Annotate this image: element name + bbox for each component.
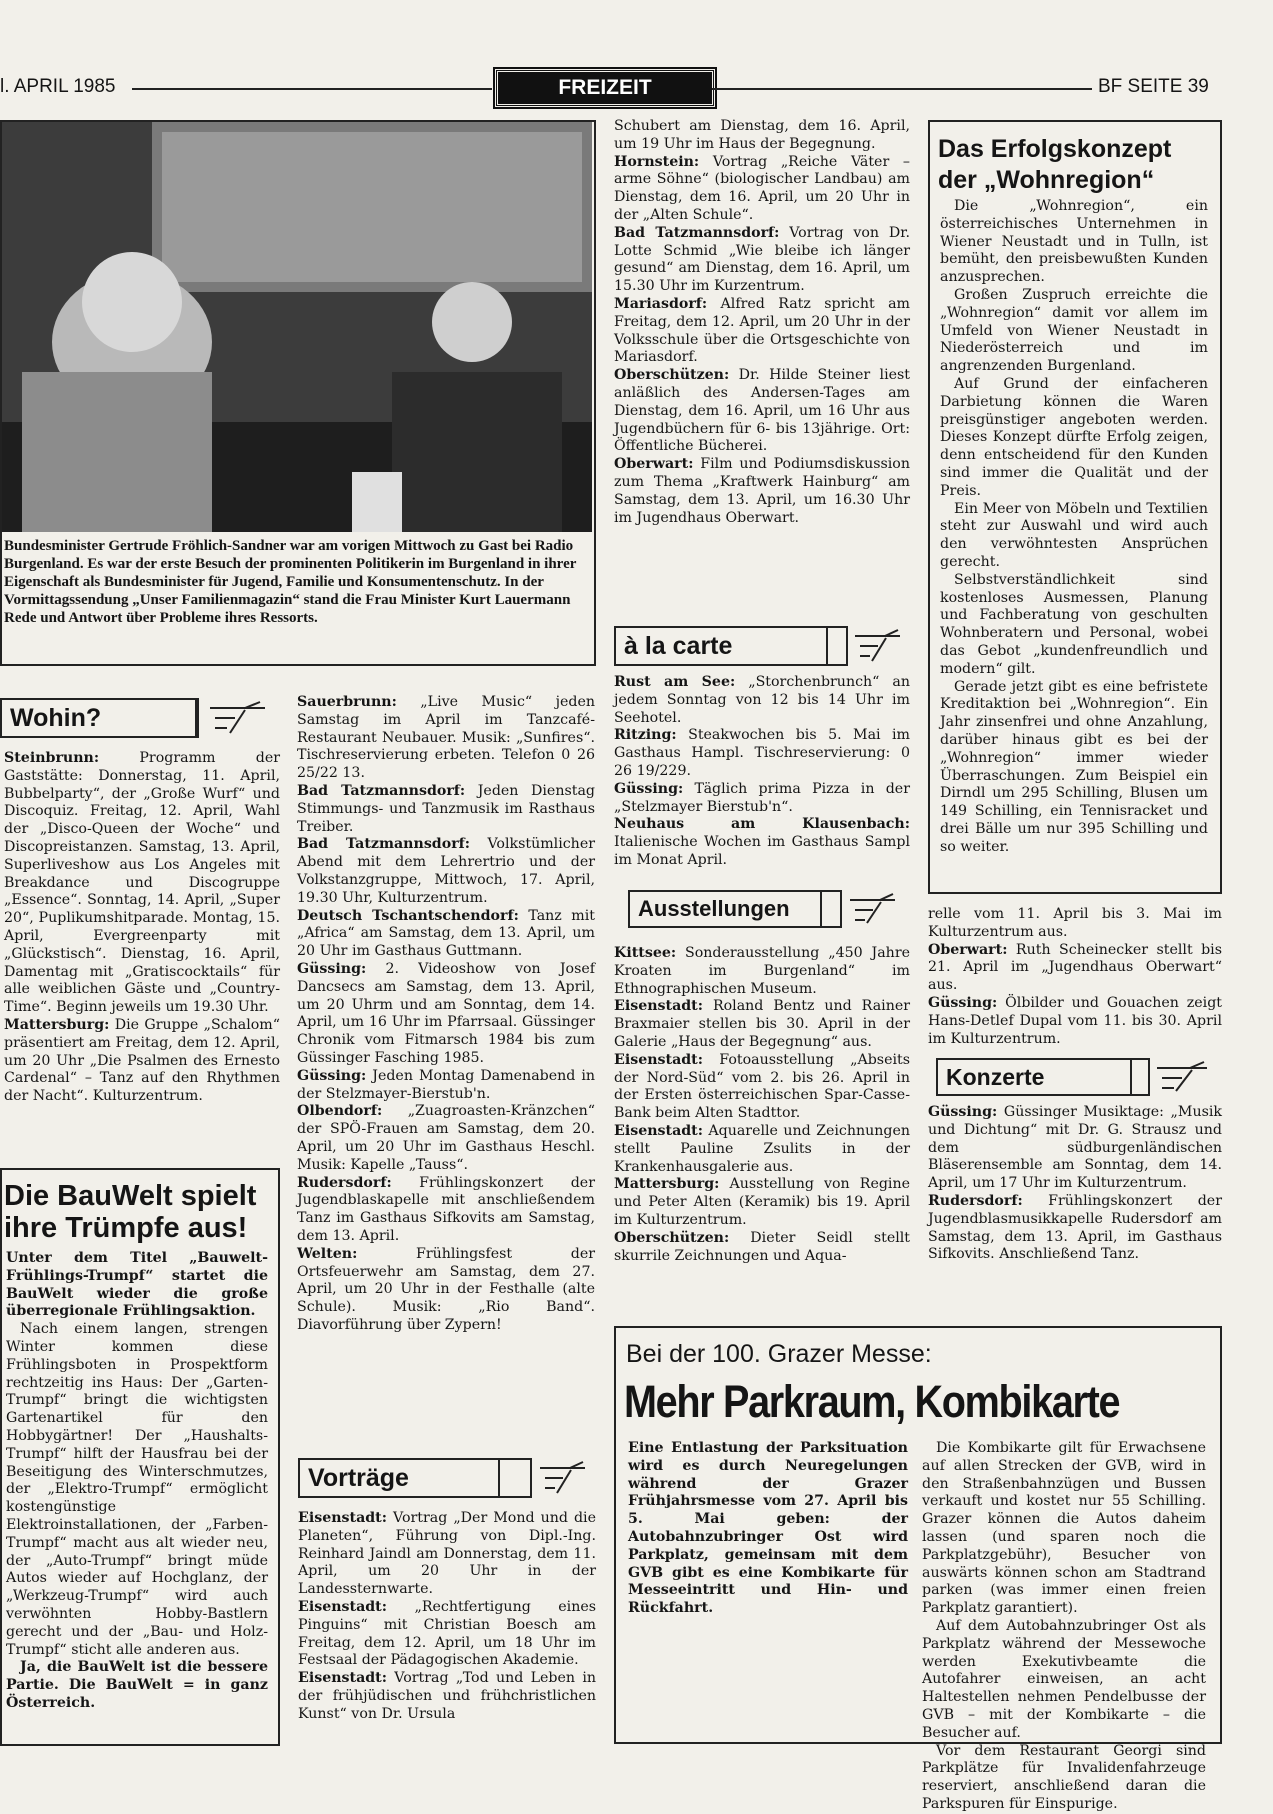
bauwelt-lead: Unter dem Titel „Bauwelt-Frühlings-Trumpf“ startet die BauWelt wieder die große überregionale Frühlingsaktion.: [6, 1250, 268, 1320]
event-item: Eisenstadt: „Rechtfertigung eines Pinguins“ mit Christian Boesch am Freitag, dem 12. April, um 18 Uhr im Festsaal der Pädagogischen Akademie.: [298, 1598, 597, 1669]
event-item: Bad Tatzmannsdorf: Vortrag von Dr. Lotte Schmid „Wie bleibe ich länger gesund“ am Dienstag, dem 16. April, um 15.30 Uhr im Kurzentrum.: [614, 224, 910, 295]
photo-illustration: [2, 122, 592, 532]
event-item: Eisenstadt: Fotoausstellung „Abseits der Nord-Süd“ vom 2. bis 26. April in der Ersten österreichischen Spar-Casse-Bank beim Alten Stadttor.: [614, 1051, 910, 1122]
event-item: Neuhaus am Klausenbach: Italienische Wochen im Gasthaus Sampl im Monat April.: [614, 816, 910, 868]
event-item: Mattersburg: Ausstellung von Regine und Peter Alten (Keramik) bis 19. April im Kulturzentrum.: [614, 1176, 910, 1228]
event-item: Bad Tatzmannsdorf: Jeden Dienstag Stimmungs- und Tanzmusik im Rasthaus Treiber.: [297, 782, 595, 835]
wohnregion-para: Großen Zuspruch erreichte die „Wohnregion“ damit vor allem im Umfeld von Wiener Neustadt in Niederösterreich und im angrenzenden Burgenland.: [940, 286, 1208, 375]
page-date: l. APRIL 1985: [0, 76, 116, 97]
event-item: Güssing: Ölbilder und Gouachen zeigt Hans-Detlef Dupal vom 11. bis 30. April im Kulturzentrum.: [928, 994, 1222, 1047]
event-item: Mattersburg: Die Gruppe „Schalom“ präsentiert am Freitag, dem 12. April, um 20 Uhr „Die Psalmen des Ernesto Cardenal“ – Tanz auf den Rhythmen der Nacht“. Kulturzentrum.: [4, 1016, 280, 1105]
event-item: Eisenstadt: Aquarelle und Zeichnungen stellt Pauline Zsulits in der Krankenhausgalerie aus.: [614, 1122, 910, 1175]
event-item: Welten: Frühlingsfest der Ortsfeuerwehr am Samstag, dem 27. April, um 20 Uhr in der Festhalle (alte Schule). Musik: „Rio Band“. Diavorführung über Zypern!: [297, 1245, 595, 1333]
event-item: Bad Tatzmannsdorf: Volkstümlicher Abend mit dem Lehrertrio und der Volkstanzgruppe, Mittwoch, 17. April, 19.30 Uhr, Kulturzentrum.: [297, 836, 595, 906]
event-item: Oberwart: Film und Podiumsdiskussion zum Thema „Kraftwerk Hainburg“ am Samstag, dem 13. April, um 16.30 Uhr im Jugendhaus Oberwart.: [614, 456, 910, 526]
wohin-col2: [297, 694, 595, 1335]
alacarte-col: [614, 674, 910, 870]
event-item: Rudersdorf: Frühlingskonzert der Jugendblasmusikkapelle Rudersdorf am Samstag, dem 13. April, im Gasthaus Sifkovits. Anschließend Tanz.: [928, 1192, 1222, 1263]
pointing-hand-icon: [205, 698, 280, 736]
bauwelt-para: Ja, die BauWelt ist die bessere Partie. Die BauWelt = in ganz Österreich.: [6, 1659, 268, 1711]
wohnregion-para: Gerade jetzt gibt es eine befristete Kreditaktion bei „Wohnregion“. Ein Jahr zinsenfrei und ohne Anzahlung, darüber hinaus gibt es bei der „Wohnregion“ immer wieder Überraschungen. Zum Beispiel ein Dirndl um 295 Schilling, Blusen um 149 Schilling, ein Tennisracket und drei Bälle um nur 395 Schilling und so weiter.: [940, 678, 1208, 855]
pointing-hand-icon: [850, 626, 910, 664]
event-item: Eisenstadt: Vortrag „Der Mond und die Planeten“, Führung von Dipl.-Ing. Reinhard Jaindl am Donnerstag, dem 11. April, um 20 Uhr in der Landessternwarte.: [298, 1510, 596, 1598]
event-item: Hornstein: Vortrag „Reiche Väter – arme Söhne“ (biologischer Landbau) am Dienstag, dem 16. April, um 20 Uhr in der „Alten Schule“.: [614, 153, 911, 223]
event-item: Steinbrunn: Programm der Gaststätte: Donnerstag, 11. April, Bubbelparty“, der „Große Wurf“ und Discoquiz. Freitag, 12. April, Wahl der „Disco-Queen der Woche“ und Discopreistanzen. Samstag, 13. April, Superliveshow aus Los Angeles mit Breakdance und Discogruppe „Essence“. Sonntag, 14. April, „Super 20“, Puplikumshitparade. Montag, 15. April, Evergreenparty mit „Glückstisch“. Dienstag, 16. April, Damentag mit „Gratiscocktails“ für alle weiblichen Gäste und „Country-Time“. Beginn jeweils um 19.30 Uhr.: [4, 750, 280, 1016]
event-item: Schubert am Dienstag, dem 16. April, um 19 Uhr im Haus der Begegnung.: [614, 118, 910, 152]
event-item: Rudersdorf: Frühlingskonzert der Jugendblaskapelle mit anschließendem Tanz im Gasthaus Sifkovits am Samstag, dem 13. April.: [297, 1174, 595, 1244]
pointing-hand-icon: [1152, 1058, 1218, 1094]
messe-title: Mehr Parkraum, Kombikarte: [624, 1376, 1120, 1427]
event-item: Oberschützen: Dr. Hilde Steiner liest anläßlich des Andersen-Tages am Dienstag, dem 16. April, um 16 Uhr aus Jugendbüchern für 6- bis 13jährige. Ort: Öffentliche Bücherei.: [614, 367, 910, 455]
ausstellungen-cont: [928, 906, 1222, 1048]
pointing-hand-icon: [845, 890, 905, 926]
alacarte-title: à la carte: [624, 632, 733, 660]
bauwelt-title: Die BauWelt spielt ihre Trümpfe aus!: [4, 1180, 257, 1244]
messe-col2: [922, 1440, 1206, 1814]
event-item: relle vom 11. April bis 3. Mai im Kulturzentrum aus.: [928, 906, 1222, 940]
vortraege-title: Vorträge: [308, 1464, 409, 1492]
event-item: Rust am See: „Storchenbrunch“ an jedem Sonntag von 12 bis 14 Uhr im Seehotel.: [614, 674, 911, 726]
event-item: Eisenstadt: Roland Bentz und Rainer Braxmaier stellen bis 30. April in der Galerie „Haus der Begegnung“ aus.: [614, 998, 911, 1050]
alacarte-header: [614, 626, 848, 666]
event-item: Eisenstadt: Vortrag „Tod und Leben in der frühjüdischen und frühchristlichen Kunst“ von Dr. Ursula: [298, 1670, 597, 1722]
wohnregion-para: Selbstverständlichkeit sind kostenloses Ausmessen, Planung und Fachberatung von geschulten Wohnberatern und Personal, wobei das Gebot „kundenfreundlich und modern“ gilt.: [940, 571, 1208, 677]
ausstellungen-title: Ausstellungen: [638, 896, 790, 921]
messe-lead: Eine Entlastung der Parksituation wird es durch Neuregelungen während der Grazer Frühjahrsmesse vom 27. April bis 5. Mai geben: der Autobahnzubringer Ost wird Parkplatz, gemeinsam mit dem GVB gibt es eine Kombikarte für Messeeintritt und Hin- und Rückfahrt.: [628, 1440, 908, 1617]
messe-col1: [628, 1440, 908, 1618]
event-item: Oberschützen: Dieter Seidl stellt skurrile Zeichnungen und Aqua-: [614, 1229, 910, 1264]
wohin-col1: [4, 750, 280, 1106]
konzerte-title: Konzerte: [946, 1064, 1045, 1090]
wohnregion-text: [940, 198, 1208, 856]
wohnregion-para: Ein Meer von Möbeln und Textilien steht zur Auswahl und wird auch den verwöhntesten Ansprüchen gerecht.: [940, 500, 1208, 570]
wohnregion-para: Die „Wohnregion“, ein österreichisches Unternehmen in Wiener Neustadt und in Tulln, ist bemüht, den preisbewußten Kunden anzusprechen.: [940, 198, 1208, 286]
event-item: Olbendorf: „Zuagroasten-Kränzchen“ der SPÖ-Frauen am Samstag, dem 20. April, um 20 Uhr im Gasthaus Heschl. Musik: Kapelle „Tauss“.: [297, 1103, 595, 1173]
photo-radio-studio: [2, 122, 592, 532]
wohnregion-para: Auf Grund der einfacheren Darbietung können die Waren preisgünstiger angeboten werden. Dieses Konzept dürfte Erfolg zeigen, denn entscheidend für den Kunden sind immer die Qualität und der Preis.: [940, 375, 1208, 499]
event-item: Sauerbrunn: „Live Music“ jeden Samstag im April im Tanzcafé-Restaurant Neubauer. Musik: „Sunfires“. Tischreservierung erbeten. Telefon 0 26 25/22 13.: [297, 694, 595, 782]
ausstellungen-col: [614, 945, 910, 1265]
bauwelt-para: Nach einem langen, strengen Winter kommen diese Frühlingsboten in Prospektform rechtzeitig ins Haus: Der „Garten-Trumpf“ bringt die wichtigsten Gartenartikel für den Hobbygärtner! Der „Haushalts-Trumpf“ hilft der Hausfrau bei der Beseitigung des Winterschmutzes, der „Elektro-Trumpf“ ermöglicht kostengünstige Elektroinstallationen, der „Farben-Trumpf“ macht aus alt wieder neu, der „Auto-Trumpf“ bringt müde Autos wieder auf Hochglanz, der „Werkzeug-Trumpf“ wird auch verwöhnten Hobby-Bastlern gerecht und der „Bau- und Holz-Trumpf“ sticht alle anderen aus.: [6, 1321, 268, 1658]
messe-para: Vor dem Restaurant Georgi sind Parkplätze für Invalidenfahrzeuge reserviert, anschließend daran die Parkspuren für Einspurige.: [922, 1742, 1206, 1812]
section-label: FREIZEIT: [558, 76, 652, 99]
event-item: Oberwart: Ruth Scheinecker stellt bis 21. April im „Jugendhaus Oberwart“ aus.: [928, 941, 1223, 994]
pointing-hand-icon: [535, 1458, 595, 1496]
event-item: Güssing: Güssinger Musiktage: „Musik und Dichtung“ mit Dr. G. Strausz und dem südburgenländischen Bläserensemble am Sonntag, dem 14. April, um 17 Uhr im Kulturzentrum.: [928, 1104, 1222, 1192]
wohin-title: Wohin?: [10, 704, 102, 732]
header-rule-right: [712, 88, 1092, 90]
event-item: Mariasdorf: Alfred Ratz spricht am Freitag, dem 12. April, um 20 Uhr in der Volksschule über die Ortsgeschichte von Mariasdorf.: [614, 295, 910, 366]
page-number: BF SEITE 39: [1098, 76, 1209, 97]
photo-caption: Bundesminister Gertrude Fröhlich-Sandner war am vorigen Mittwoch zu Gast bei Radio Burgenland. Es war der erste Besuch der prominenten Politikerin im Burgenland in ihrer Eigenschaft als Bundesminister für Jugend, Familie und Konsumentenschutz. In der Vormittagssendung „Unser Familienmagazin“ stand die Frau Minister Kurt Lauermann Rede und Antwort über Probleme ihres Ressorts.: [4, 538, 577, 626]
vortraege-col: [298, 1510, 596, 1724]
event-item: Güssing: 2. Videoshow von Josef Dancsecs am Samstag, dem 13. April, um 20 Uhrm und am Sonntag, dem 14. April, um 16 Uhr im Pfarrsaal. Güssinger Chronik vom Fitmarsch 1984 bis zum Güssinger Fasching 1985.: [297, 960, 595, 1066]
vortraege-header: [298, 1458, 532, 1498]
messe-kicker: Bei der 100. Grazer Messe:: [626, 1340, 932, 1368]
event-item: Deutsch Tschantschendorf: Tanz mit „Africa“ am Samstag, dem 13. April, um 20 Uhr im Gasthaus Guttmann.: [297, 907, 595, 960]
event-item: Ritzing: Steakwochen bis 5. Mai im Gasthaus Hampl. Tischreservierung: 0 26 19/229.: [614, 727, 910, 779]
konzerte-col: [928, 1104, 1222, 1264]
konzerte-header: [936, 1058, 1150, 1096]
messe-para: Auf dem Autobahnzubringer Ost als Parkplatz während der Messewoche werden Exekutivbeamte die Autofahrer einweisen, an acht Haltestellen nehmen Pendelbusse der GVB – mit der Kombikarte – die Besucher auf.: [922, 1617, 1206, 1741]
event-item: Güssing: Täglich prima Pizza in der „Stelzmayer Bierstub'n“.: [614, 780, 910, 815]
wohnregion-title: Das Erfolgskonzept der „Wohnregion“: [938, 135, 1172, 194]
vortraege-cont: [614, 118, 910, 527]
header-rule-left: [132, 88, 492, 90]
messe-para: Die Kombikarte gilt für Erwachsene auf allen Strecken der GVB, wird in den Straßenbahnzügen und Bussen verkauft und kostet nur 55 Schilling. Grazer können die Autos daheim lassen (und sparen noch die Parkplatzgebühr), Besucher von auswärts können schon am Stadtrand parken (was immer einen freien Parkplatz garantiert).: [922, 1440, 1206, 1617]
section-label-box: [495, 69, 715, 107]
ausstellungen-header: [628, 890, 842, 928]
event-item: Kittsee: Sonderausstellung „450 Jahre Kroaten im Burgenland“ im Ethnographischen Museum.: [614, 945, 910, 997]
wohin-header: [0, 698, 199, 738]
event-item: Güssing: Jeden Montag Damenabend in der Stelzmayer-Bierstub'n.: [297, 1067, 595, 1102]
bauwelt-text: [6, 1250, 268, 1713]
